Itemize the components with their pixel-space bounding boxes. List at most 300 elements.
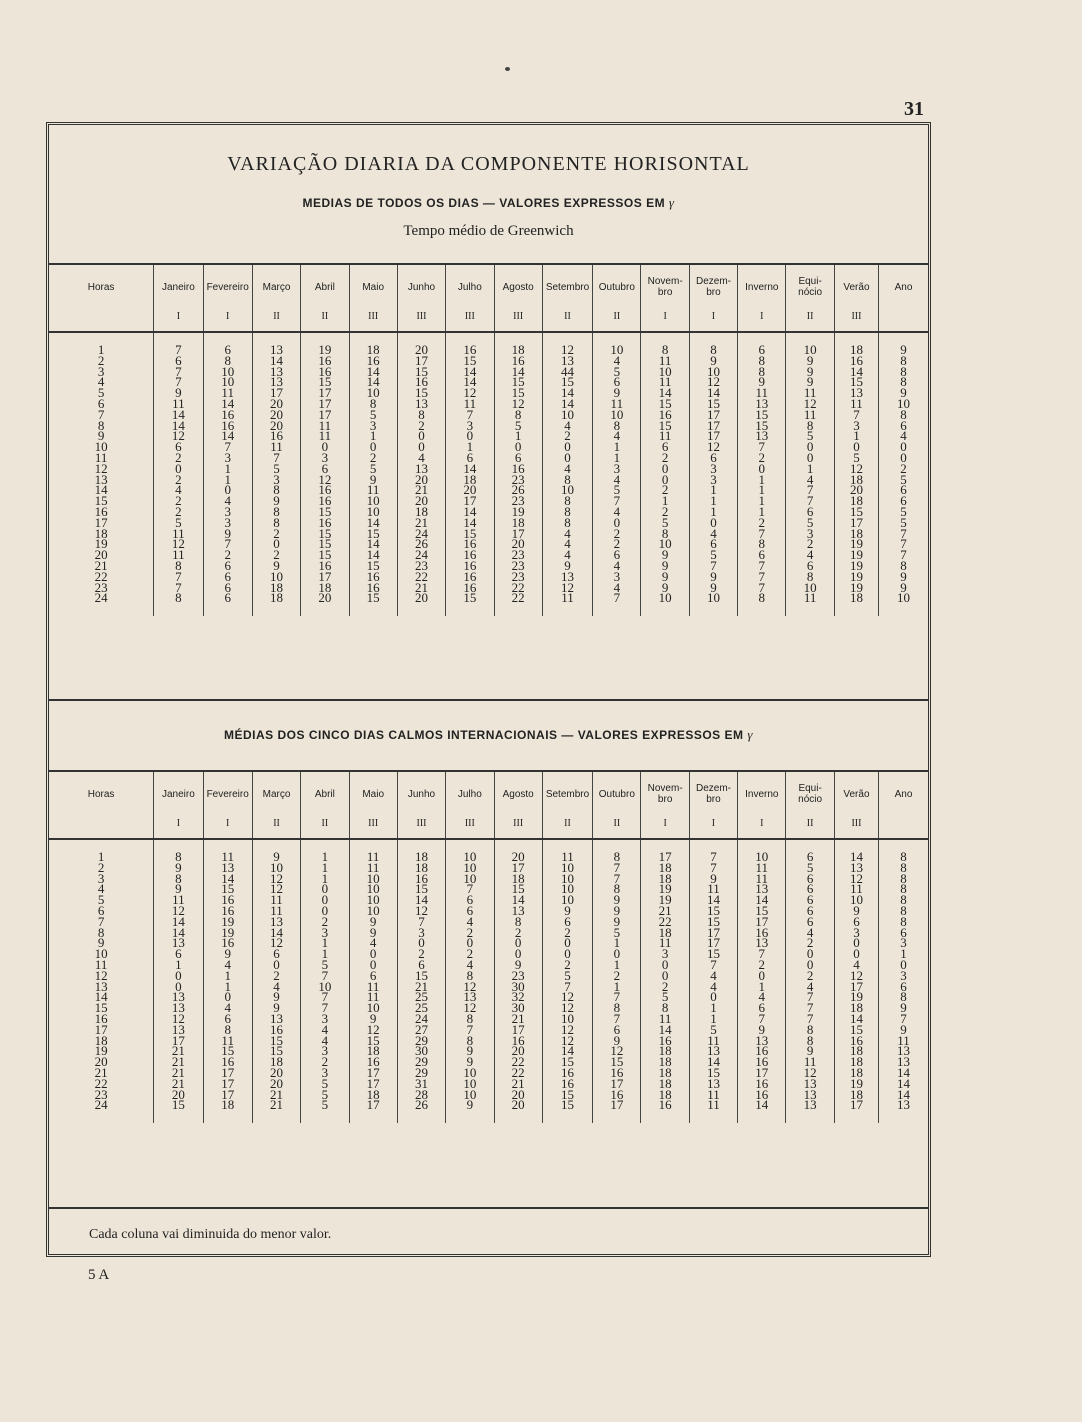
column-group: III: [464, 311, 475, 322]
value-cell: 18: [641, 863, 689, 874]
value-cell: 15: [349, 1036, 397, 1047]
value-cell: 4: [301, 1036, 349, 1047]
value-cell: 8: [593, 852, 641, 863]
column-label: Outubro: [598, 281, 635, 293]
value-cell: 0: [252, 539, 300, 550]
value-cell: 13: [154, 1003, 203, 1014]
column-header: [49, 771, 154, 839]
value-cell: 18: [252, 1057, 300, 1068]
value-cell: 4: [203, 960, 252, 971]
value-cell: 12: [834, 971, 878, 982]
value-cell: 4: [446, 917, 494, 928]
value-cell: 13: [786, 1100, 834, 1111]
value-cell: 1: [203, 475, 252, 486]
value-cell: 12: [494, 399, 542, 410]
value-cell: 16: [301, 496, 349, 507]
value-cell: 7: [738, 572, 786, 583]
value-cell: 8: [154, 852, 203, 863]
hour-cell: 20: [94, 1054, 108, 1070]
column-group: [49, 816, 153, 838]
value-cell: 18: [641, 928, 689, 939]
value-cell: 10: [641, 539, 689, 550]
value-cell: 9: [446, 1057, 494, 1068]
value-cell: 10: [689, 593, 737, 604]
hour-cell: 6: [97, 395, 105, 411]
value-cell: 19: [834, 992, 878, 1003]
value-cell: 10: [349, 906, 397, 917]
value-cell: 2: [252, 550, 300, 561]
value-cell: 6: [349, 971, 397, 982]
value-cell: 14: [397, 895, 445, 906]
column-label: Julho: [457, 281, 482, 293]
column-group: [49, 309, 153, 331]
column-label: Março: [262, 788, 291, 800]
hour-cell: 19: [94, 1043, 108, 1059]
value-cell: 12: [834, 874, 878, 885]
hour-cell: 16: [94, 503, 108, 519]
value-cell: 2: [641, 453, 689, 464]
value-cell: 9: [252, 496, 300, 507]
value-cell: 18: [834, 593, 878, 604]
value-cell: 16: [252, 1025, 300, 1036]
value-cell: 15: [641, 399, 689, 410]
value-cell: 4: [786, 982, 834, 993]
value-cell: 0: [301, 884, 349, 895]
value-cell: 30: [397, 1046, 445, 1057]
value-cell: 8: [252, 518, 300, 529]
column-header: [879, 771, 928, 839]
value-cell: 18: [397, 863, 445, 874]
value-cell: 11: [834, 399, 878, 410]
hour-cell: 1: [97, 849, 105, 864]
hour-cell: 1: [97, 342, 105, 357]
value-cell: 15: [593, 1057, 641, 1068]
column-group: I: [663, 311, 667, 322]
value-cell: 6: [203, 583, 252, 594]
value-cell: 1: [834, 431, 878, 442]
value-cell: 32: [494, 992, 542, 1003]
value-cell: 15: [689, 1068, 737, 1079]
value-cell: 11: [446, 399, 494, 410]
value-cell: 13: [542, 356, 592, 367]
value-cell: 7: [834, 410, 878, 421]
value-cell: 16: [446, 583, 494, 594]
value-cell: 17: [689, 431, 737, 442]
value-cell: 5: [301, 1100, 349, 1111]
value-cell: 12: [542, 583, 592, 594]
value-cell: 4: [593, 431, 641, 442]
value-cell: 16: [446, 539, 494, 550]
value-cell: 10: [349, 496, 397, 507]
value-cell: 4: [154, 485, 203, 496]
value-cell: 14: [689, 895, 737, 906]
value-cell: 4: [689, 971, 737, 982]
value-cell: 9: [349, 917, 397, 928]
value-cell: 12: [349, 1025, 397, 1036]
value-cell: 17: [834, 1100, 878, 1111]
value-cell: 6: [593, 1025, 641, 1036]
value-cell: 9: [203, 949, 252, 960]
value-cell: 5: [349, 464, 397, 475]
hour-cell: 18: [94, 525, 108, 541]
value-cell: 9: [542, 561, 592, 572]
value-cell: 11: [542, 593, 592, 604]
value-cell: 1: [738, 496, 786, 507]
footnote: Cada coluna vai diminuida do menor valor.: [89, 1227, 332, 1242]
value-cell: 16: [397, 874, 445, 885]
value-cell: 7: [738, 442, 786, 453]
value-cell: 18: [252, 593, 300, 604]
value-cell: 30: [494, 982, 542, 993]
value-cell: 12: [786, 1068, 834, 1079]
column-label: Horas: [87, 281, 115, 293]
column-header: [154, 771, 203, 839]
hour-cell: 2: [97, 352, 105, 368]
page-number: 31: [904, 98, 924, 120]
value-cell: 10: [252, 863, 300, 874]
value-cell: 6: [786, 884, 834, 895]
value-cell: 15: [301, 550, 349, 561]
value-cell: 11: [349, 992, 397, 1003]
value-cell: 2: [349, 453, 397, 464]
hour-cell: 4: [97, 881, 105, 897]
value-cell: 8: [738, 356, 786, 367]
column-header: [494, 264, 542, 332]
value-cell: 4: [203, 496, 252, 507]
value-cell: 7: [689, 960, 737, 971]
value-cell: 7: [738, 529, 786, 540]
value-cell: 18: [494, 518, 542, 529]
value-cell: 6: [252, 949, 300, 960]
value-cell: 4: [593, 561, 641, 572]
column-header: [641, 264, 689, 332]
value-cell: 9: [349, 1014, 397, 1025]
column-group: I: [226, 818, 230, 829]
hour-cell: 21: [94, 557, 108, 573]
value-cell: 15: [494, 377, 542, 388]
value-cell: 9: [446, 1046, 494, 1057]
value-cell: 15: [301, 507, 349, 518]
value-cell: 3: [203, 518, 252, 529]
value-cell: 6: [154, 356, 203, 367]
hour-cell: 6: [97, 902, 105, 918]
value-cell: 2: [252, 529, 300, 540]
value-cell: 3: [203, 453, 252, 464]
column-label: Ano: [894, 788, 913, 800]
value-cell: 18: [397, 507, 445, 518]
value-cell: 15: [203, 1046, 252, 1057]
value-cell: 6: [786, 561, 834, 572]
value-cell: 18: [641, 1057, 689, 1068]
column-header: [689, 264, 737, 332]
hour-cell: 15: [94, 493, 108, 509]
value-cell: 0: [641, 464, 689, 475]
value-cell: 14: [879, 1090, 928, 1101]
value-cell: 17: [593, 1100, 641, 1111]
value-cell: 6: [879, 496, 928, 507]
value-cell: 6: [446, 895, 494, 906]
value-cell: 13: [879, 1057, 928, 1068]
value-cell: 9: [203, 529, 252, 540]
column-header: [203, 264, 252, 332]
value-cell: 2: [879, 464, 928, 475]
value-cell: 11: [154, 529, 203, 540]
value-cell: 17: [203, 1068, 252, 1079]
value-cell: 14: [446, 464, 494, 475]
value-cell: 28: [397, 1090, 445, 1101]
value-cell: 22: [641, 917, 689, 928]
value-cell: 16: [738, 928, 786, 939]
value-cell: 15: [446, 356, 494, 367]
value-cell: 9: [738, 1025, 786, 1036]
value-cell: 7: [154, 345, 203, 356]
column-header: [252, 771, 300, 839]
hour-cell: 9: [97, 935, 105, 951]
value-cell: 14: [252, 928, 300, 939]
value-cell: 3: [203, 507, 252, 518]
value-cell: 16: [203, 938, 252, 949]
section2-title-text: MÉDIAS DOS CINCO DIAS CALMOS INTERNACIONAIS — VALORES EXPRESSOS EM: [224, 728, 744, 742]
value-cell: 7: [879, 529, 928, 540]
value-cell: 13: [154, 938, 203, 949]
signature-mark: 5 A: [88, 1267, 110, 1283]
value-cell: 17: [641, 852, 689, 863]
value-cell: 6: [641, 442, 689, 453]
value-cell: 9: [879, 572, 928, 583]
value-cell: 9: [786, 367, 834, 378]
value-cell: 6: [879, 928, 928, 939]
value-cell: 22: [494, 593, 542, 604]
value-cell: 4: [301, 1025, 349, 1036]
value-cell: 4: [542, 529, 592, 540]
value-cell: 11: [641, 377, 689, 388]
value-cell: 16: [349, 356, 397, 367]
value-cell: 18: [834, 529, 878, 540]
column-group: [879, 816, 928, 838]
value-cell: 15: [349, 561, 397, 572]
column-header: [252, 264, 300, 332]
value-cell: 12: [252, 874, 300, 885]
value-cell: 8: [252, 507, 300, 518]
column-group: II: [613, 311, 621, 322]
value-cell: 17: [301, 399, 349, 410]
value-cell: 1: [738, 982, 786, 993]
value-cell: 14: [834, 367, 878, 378]
value-cell: 6: [879, 485, 928, 496]
hour-cell: 13: [94, 978, 108, 994]
value-cell: 19: [641, 884, 689, 895]
value-cell: 14: [154, 917, 203, 928]
value-cell: 17: [494, 863, 542, 874]
value-cell: 14: [879, 1068, 928, 1079]
value-cell: 17: [494, 1025, 542, 1036]
value-cell: 30: [494, 1003, 542, 1014]
value-cell: 13: [154, 992, 203, 1003]
value-cell: 29: [397, 1036, 445, 1047]
column-header: [49, 264, 154, 332]
value-cell: 6: [203, 345, 252, 356]
value-cell: 16: [542, 1068, 592, 1079]
value-cell: 1: [203, 971, 252, 982]
value-cell: 12: [446, 982, 494, 993]
value-cell: 9: [641, 561, 689, 572]
column-header: [349, 264, 397, 332]
value-cell: 9: [879, 345, 928, 356]
value-cell: 20: [397, 496, 445, 507]
value-cell: 9: [252, 992, 300, 1003]
value-cell: 0: [349, 442, 397, 453]
value-cell: 1: [301, 874, 349, 885]
value-cell: 2: [542, 928, 592, 939]
column-label: Equi- nócio: [798, 783, 823, 805]
value-cell: 20: [252, 1068, 300, 1079]
value-cell: 12: [542, 1025, 592, 1036]
value-cell: 18: [349, 1090, 397, 1101]
value-cell: 15: [397, 971, 445, 982]
value-cell: 10: [641, 367, 689, 378]
value-cell: 5: [641, 992, 689, 1003]
value-cell: 4: [593, 356, 641, 367]
value-cell: 5: [786, 863, 834, 874]
value-cell: 2: [203, 550, 252, 561]
column-label: Dezem- bro: [695, 783, 731, 805]
value-cell: 6: [786, 917, 834, 928]
value-cell: 0: [834, 442, 878, 453]
value-cell: 21: [397, 485, 445, 496]
value-cell: 6: [879, 982, 928, 993]
value-cell: 3: [786, 529, 834, 540]
value-cell: 8: [203, 356, 252, 367]
column-header: [301, 771, 349, 839]
value-cell: 10: [542, 485, 592, 496]
value-cell: 0: [154, 971, 203, 982]
value-cell: 1: [203, 982, 252, 993]
value-cell: 9: [542, 906, 592, 917]
value-cell: 11: [349, 852, 397, 863]
value-cell: 4: [593, 475, 641, 486]
value-cell: 6: [593, 550, 641, 561]
value-cell: 8: [879, 852, 928, 863]
column-header: [446, 771, 494, 839]
value-cell: 4: [203, 1003, 252, 1014]
value-cell: 14: [252, 356, 300, 367]
column-header: [641, 771, 689, 839]
value-cell: 19: [203, 928, 252, 939]
value-cell: 20: [397, 475, 445, 486]
value-cell: 14: [154, 421, 203, 432]
value-cell: 17: [738, 1068, 786, 1079]
value-cell: 4: [542, 421, 592, 432]
value-cell: 5: [689, 550, 737, 561]
column-label: Inverno: [745, 281, 779, 293]
value-cell: 5: [879, 518, 928, 529]
value-cell: 10: [542, 895, 592, 906]
value-cell: 18: [834, 1057, 878, 1068]
all-days-table: [49, 263, 928, 616]
value-cell: 0: [834, 938, 878, 949]
value-cell: 5: [542, 971, 592, 982]
hour-cell: 17: [94, 1021, 108, 1037]
value-cell: 9: [154, 884, 203, 895]
value-cell: 16: [349, 1057, 397, 1068]
hour-cell: 23: [94, 579, 108, 595]
value-cell: 4: [689, 529, 737, 540]
value-cell: 2: [641, 507, 689, 518]
hour-cell: 22: [94, 568, 108, 584]
value-cell: 5: [786, 431, 834, 442]
value-cell: 7: [689, 863, 737, 874]
value-cell: 12: [154, 539, 203, 550]
value-cell: 24: [397, 1014, 445, 1025]
value-cell: 18: [301, 583, 349, 594]
value-cell: 15: [301, 377, 349, 388]
value-cell: 1: [738, 485, 786, 496]
value-cell: 7: [301, 971, 349, 982]
value-cell: 23: [494, 971, 542, 982]
value-cell: 6: [879, 421, 928, 432]
value-cell: 16: [542, 1079, 592, 1090]
column-group: II: [273, 818, 280, 829]
value-cell: 10: [879, 593, 928, 604]
value-cell: 8: [593, 421, 641, 432]
value-cell: 8: [154, 561, 203, 572]
value-cell: 13: [252, 1014, 300, 1025]
value-cell: 19: [834, 539, 878, 550]
value-cell: 7: [154, 377, 203, 388]
value-cell: 1: [301, 852, 349, 863]
value-cell: 11: [738, 863, 786, 874]
value-cell: 10: [252, 572, 300, 583]
value-cell: 15: [834, 377, 878, 388]
value-cell: 17: [203, 1079, 252, 1090]
value-cell: 16: [203, 410, 252, 421]
value-cell: 3: [301, 453, 349, 464]
value-cell: 16: [738, 1079, 786, 1090]
value-cell: 20: [494, 1090, 542, 1101]
value-cell: 20: [397, 345, 445, 356]
hour-cell: 16: [94, 1010, 108, 1026]
hour-cell: 23: [94, 1086, 108, 1102]
value-cell: 22: [494, 1068, 542, 1079]
value-cell: 0: [397, 442, 445, 453]
value-cell: 0: [203, 992, 252, 1003]
value-cell: 20: [154, 1090, 203, 1101]
value-cell: 4: [349, 938, 397, 949]
column-group: I: [176, 311, 181, 322]
value-cell: 15: [542, 377, 592, 388]
value-cell: 5: [301, 1090, 349, 1101]
column-label: Junho: [407, 788, 436, 800]
value-cell: 8: [879, 561, 928, 572]
value-cell: 15: [494, 884, 542, 895]
value-cell: 11: [689, 1090, 737, 1101]
value-cell: 4: [879, 431, 928, 442]
value-cell: 10: [689, 367, 737, 378]
value-cell: 3: [301, 928, 349, 939]
value-cell: 3: [641, 949, 689, 960]
value-cell: 4: [786, 550, 834, 561]
value-cell: 21: [154, 1057, 203, 1068]
value-cell: 0: [494, 442, 542, 453]
value-cell: 1: [593, 442, 641, 453]
value-cell: 2: [301, 917, 349, 928]
value-cell: 16: [446, 561, 494, 572]
value-cell: 12: [834, 464, 878, 475]
value-cell: 1: [738, 475, 786, 486]
value-cell: 0: [252, 960, 300, 971]
value-cell: 21: [252, 1090, 300, 1101]
column-label: Fevereiro: [206, 788, 249, 800]
